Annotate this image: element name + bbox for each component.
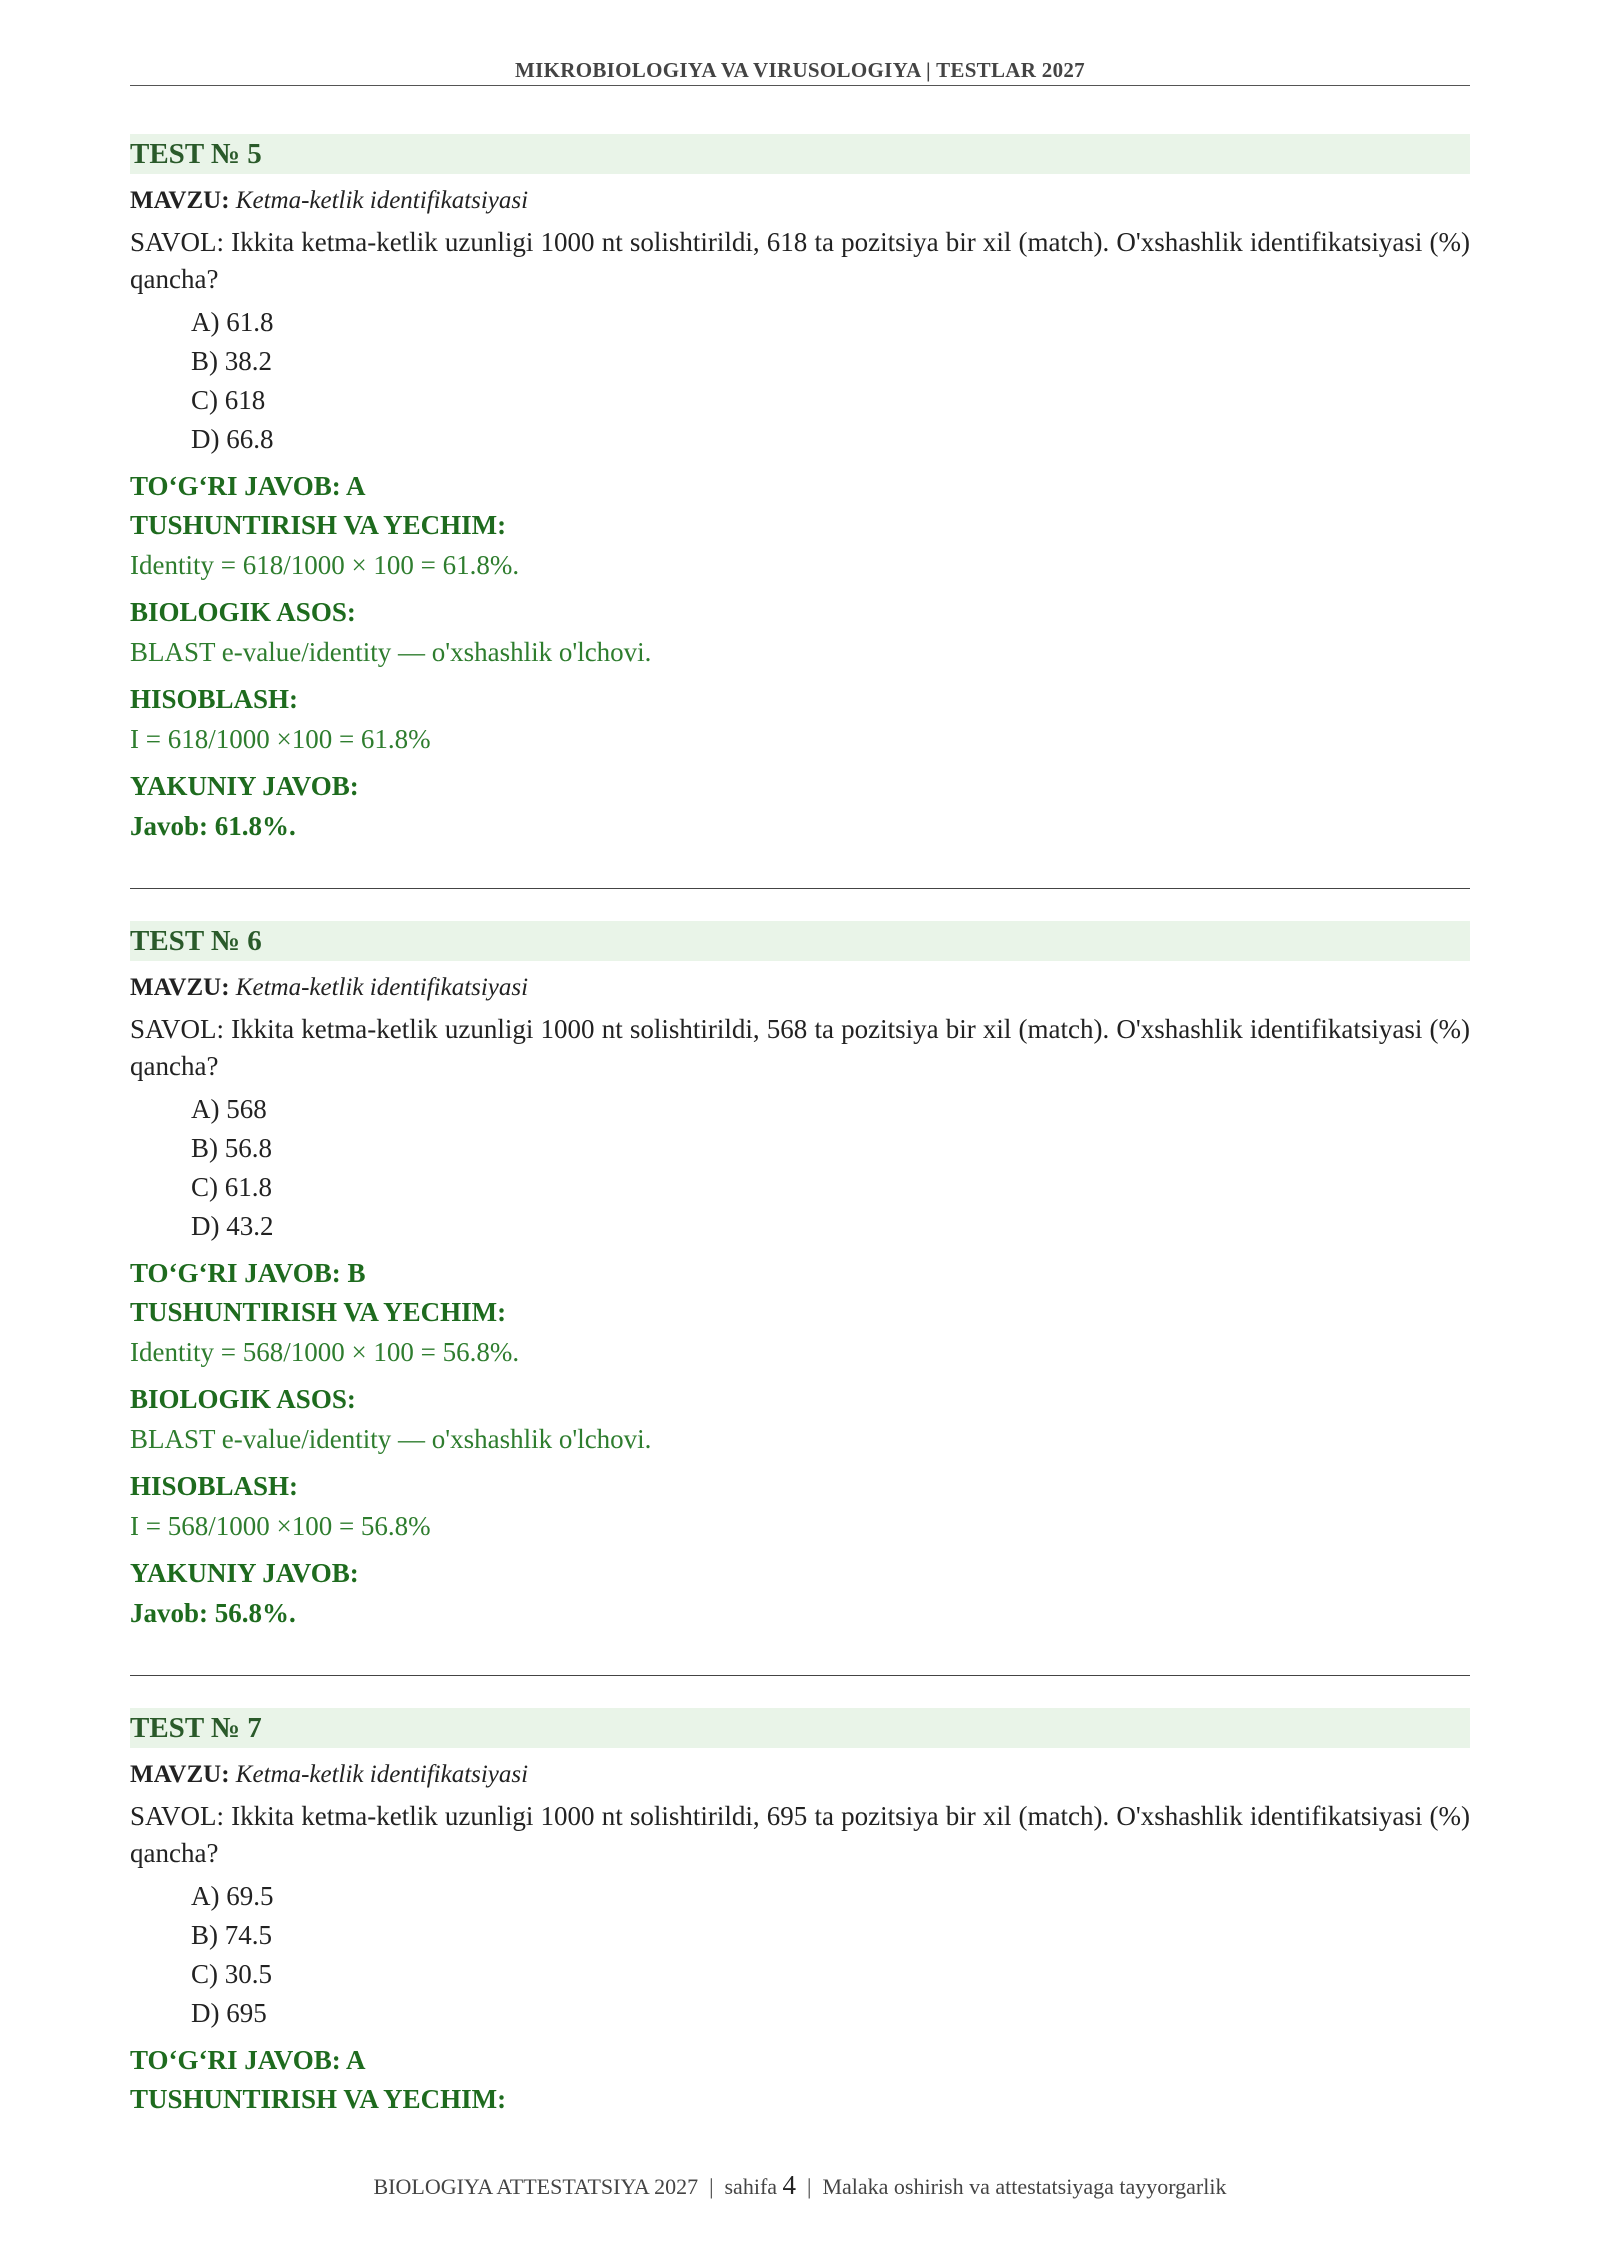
- options-list: [191, 303, 1470, 459]
- test-title: TEST № 5: [130, 134, 1470, 174]
- option-d: D) 695: [191, 1998, 267, 2028]
- correct-value: A: [346, 471, 366, 501]
- option-b: B) 56.8: [191, 1133, 272, 1163]
- question-text: SAVOL: Ikkita ketma-ketlik uzunligi 1000 nt solishtirildi, 568 ta pozitsiya bir xil (match). O'xshashlik identifikatsiyasi (%) qancha?: [130, 1014, 1470, 1081]
- final-heading: YAKUNIY JAVOB:: [130, 771, 359, 801]
- correct-label: TO‘G‘RI JAVOB:: [130, 1258, 341, 1288]
- correct-label: TO‘G‘RI JAVOB:: [130, 2045, 341, 2075]
- test-title: TEST № 6: [130, 921, 1470, 961]
- calc-heading: HISOBLASH:: [130, 1471, 299, 1501]
- option-c: C) 61.8: [191, 1172, 272, 1202]
- option-b: B) 38.2: [191, 346, 272, 376]
- topic-value: Ketma-ketlik identifikatsiyasi: [235, 187, 529, 214]
- test-title: TEST № 7: [130, 1708, 1470, 1748]
- question-text: SAVOL: Ikkita ketma-ketlik uzunligi 1000 nt solishtirildi, 695 ta pozitsiya bir xil (match). O'xshashlik identifikatsiyasi (%) qancha?: [130, 1801, 1470, 1868]
- option-a: A) 69.5: [191, 1881, 274, 1911]
- explanation-text: Identity = 568/1000 × 100 = 56.8%.: [130, 1337, 520, 1367]
- option-a: A) 568: [191, 1094, 267, 1124]
- explanation-heading: TUSHUNTIRISH VA YECHIM:: [130, 2084, 507, 2114]
- topic-value: Ketma-ketlik identifikatsiyasi: [235, 974, 529, 1001]
- footer-separator: |: [807, 2174, 812, 2199]
- page-header: [130, 58, 1470, 86]
- test-block-6: [130, 921, 1470, 1633]
- topic-label: MAVZU:: [130, 974, 230, 1001]
- option-c: C) 618: [191, 385, 266, 415]
- bio-text: BLAST e-value/identity — o'xshashlik o'lchovi.: [130, 637, 652, 667]
- correct-answer: [130, 467, 1470, 506]
- page-content: [130, 134, 1470, 2119]
- option-b: B) 74.5: [191, 1920, 272, 1950]
- calc-text: I = 618/1000 ×100 = 61.8%: [130, 724, 431, 754]
- option-d: D) 43.2: [191, 1211, 274, 1241]
- calc-heading: HISOBLASH:: [130, 684, 299, 714]
- test-divider: [130, 1675, 1470, 1676]
- final-heading: YAKUNIY JAVOB:: [130, 1558, 359, 1588]
- final-answer: Javob: 61.8%.: [130, 811, 296, 841]
- test-divider: [130, 888, 1470, 889]
- topic-line: [130, 1758, 1470, 1792]
- footer-left: BIOLOGIYA ATTESTATSIYA 2027: [373, 2174, 699, 2199]
- question-text: SAVOL: Ikkita ketma-ketlik uzunligi 1000 nt solishtirildi, 618 ta pozitsiya bir xil (match). O'xshashlik identifikatsiyasi (%) qancha?: [130, 227, 1470, 294]
- footer-right: Malaka oshirish va attestatsiyaga tayyorgarlik: [822, 2174, 1227, 2199]
- topic-label: MAVZU:: [130, 187, 230, 214]
- topic-label: MAVZU:: [130, 1761, 230, 1788]
- bio-text: BLAST e-value/identity — o'xshashlik o'lchovi.: [130, 1424, 652, 1454]
- correct-answer: [130, 1254, 1470, 1293]
- correct-value: A: [346, 2045, 366, 2075]
- correct-value: B: [347, 1258, 366, 1288]
- option-d: D) 66.8: [191, 424, 274, 454]
- explanation-text: Identity = 618/1000 × 100 = 61.8%.: [130, 550, 520, 580]
- correct-answer: [130, 2041, 1470, 2080]
- page-footer: [0, 2170, 1600, 2201]
- topic-value: Ketma-ketlik identifikatsiyasi: [235, 1761, 529, 1788]
- test-block-5: [130, 134, 1470, 846]
- page-number: 4: [782, 2170, 797, 2200]
- test-block-7: [130, 1708, 1470, 2119]
- options-list: [191, 1877, 1470, 2033]
- header-title: MIKROBIOLOGIYA VA VIRUSOLOGIYA | TESTLAR 2027: [515, 58, 1085, 82]
- topic-line: [130, 971, 1470, 1005]
- option-c: C) 30.5: [191, 1959, 272, 1989]
- correct-label: TO‘G‘RI JAVOB:: [130, 471, 341, 501]
- calc-text: I = 568/1000 ×100 = 56.8%: [130, 1511, 431, 1541]
- bio-heading: BIOLOGIK ASOS:: [130, 597, 356, 627]
- explanation-heading: TUSHUNTIRISH VA YECHIM:: [130, 1297, 507, 1327]
- explanation-heading: TUSHUNTIRISH VA YECHIM:: [130, 510, 507, 540]
- footer-separator: |: [709, 2174, 714, 2199]
- option-a: A) 61.8: [191, 307, 274, 337]
- final-answer: Javob: 56.8%.: [130, 1598, 296, 1628]
- footer-page-label: sahifa: [724, 2174, 778, 2199]
- options-list: [191, 1090, 1470, 1246]
- topic-line: [130, 184, 1470, 218]
- bio-heading: BIOLOGIK ASOS:: [130, 1384, 356, 1414]
